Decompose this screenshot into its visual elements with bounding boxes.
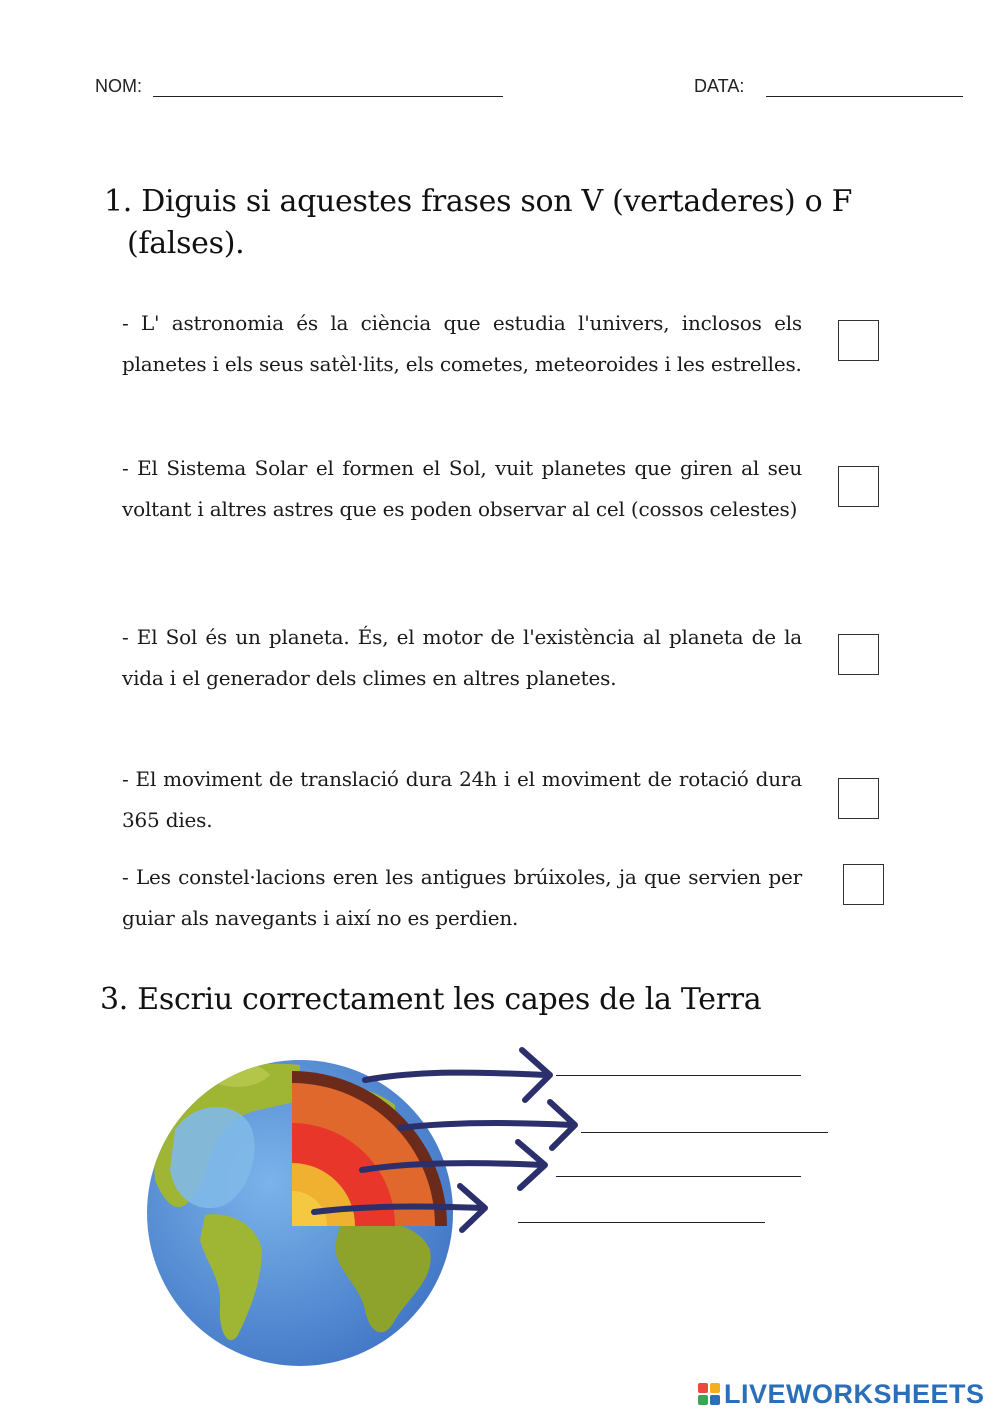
statement-3: - El Sol és un planeta. És, el motor de l'existència al planeta de la vida i el generador dels climes en altres planetes. <box>122 625 802 690</box>
arrow-crust <box>365 1073 545 1080</box>
name-field[interactable] <box>153 96 503 97</box>
section1-title-line1: 1. Diguis si aquestes frases son V (vertaderes) o F <box>104 184 853 219</box>
name-label: NOM: <box>95 76 142 96</box>
statement-4: - El moviment de translació dura 24h i el moviment de rotació dura 365 dies. <box>122 767 802 832</box>
answer-box-4[interactable] <box>838 778 879 819</box>
statement-5: - Les constel·lacions eren les antigues brúixoles, ja que servien per guiar als navegants i així no es perdien. <box>122 865 802 930</box>
answer-box-1[interactable] <box>838 320 879 361</box>
liveworksheets-logo-icon <box>698 1383 720 1405</box>
statement-2: - El Sistema Solar el formen el Sol, vuit planetes que giren al seu voltant i altres astres que es poden observar al cel (cossos celestes) <box>122 456 802 521</box>
answer-box-2[interactable] <box>838 466 879 507</box>
date-field[interactable] <box>766 96 963 97</box>
brand-logo <box>698 1378 985 1410</box>
layer-answer-3[interactable] <box>556 1176 801 1177</box>
layer-answer-4[interactable] <box>518 1222 765 1223</box>
layer-answer-1[interactable] <box>556 1075 801 1076</box>
date-label: DATA: <box>694 76 745 96</box>
arrow-outer-core <box>362 1163 543 1170</box>
brand-name: LIVEWORKSHEETS <box>724 1378 985 1409</box>
statement-1: - L' astronomia és la ciència que estudia l'univers, inclosos els planetes i els seus satèl·lits, els cometes, meteoroides i les estrelles. <box>122 311 802 376</box>
section1-title-line2: (falses). <box>127 226 245 261</box>
earth-layers-diagram <box>0 1030 1000 1390</box>
arrow-mantle <box>400 1123 572 1128</box>
layer-answer-2[interactable] <box>581 1132 828 1133</box>
answer-box-3[interactable] <box>838 634 879 675</box>
answer-box-5[interactable] <box>843 864 884 905</box>
section3-title: 3. Escriu correctament les capes de la Terra <box>100 982 762 1017</box>
